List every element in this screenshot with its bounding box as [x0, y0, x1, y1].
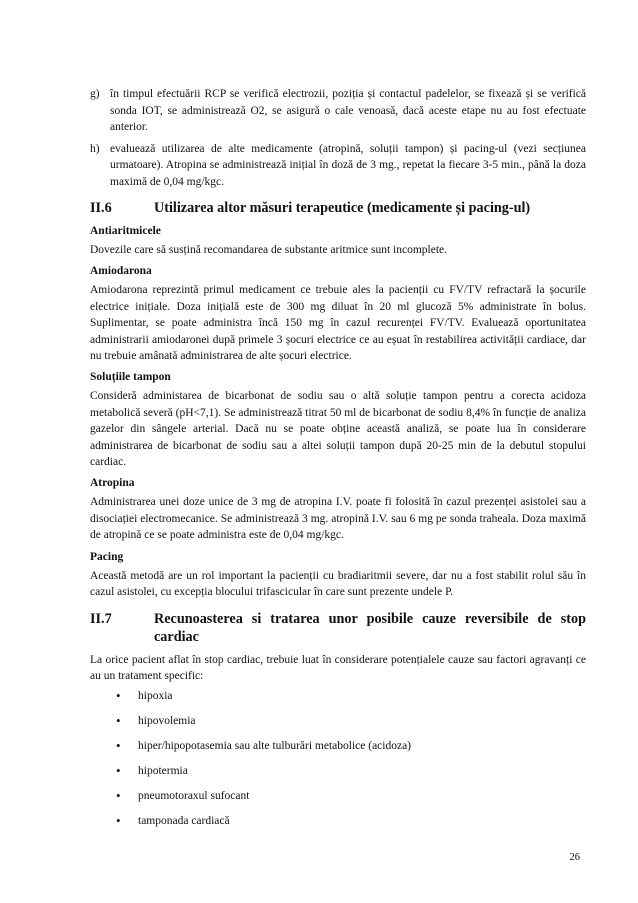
- list-item-text: tamponada cardiacă: [138, 815, 230, 828]
- item-label: g): [90, 88, 100, 100]
- section-title: Recunoasterea si tratarea unor posibile cauze reversibile de stop cardiac: [154, 610, 586, 645]
- causes-list: [90, 688, 586, 829]
- list-item-text: hipotermia: [138, 765, 188, 778]
- paragraph-atropina: Administrarea unei doze unice de 3 mg de atropina I.V. poate fi folosită în cazul prezenței asistolei sau a disociației electromecanice. Se administrează 3 mg. atropină I.V. sau 6 mg pe sonda traheala. Doza maximă de atropină ce se poate administra este de 0,04 mg/kgc.: [90, 496, 586, 542]
- subheading-solutiile-tampon: Soluțiile tampon: [90, 371, 171, 384]
- list-item-text: pneumotoraxul sufocant: [138, 790, 250, 803]
- list-item-g: [90, 86, 586, 136]
- list-item: [116, 788, 586, 804]
- list-item-text: hiper/hipopotasemia sau alte tulburări metabolice (acidoza): [138, 740, 412, 753]
- subheading-atropina: Atropina: [90, 477, 135, 490]
- bullet-icon: •: [116, 763, 121, 779]
- item-text: în timpul efectuării RCP se verifică electrozii, poziția și contactul padelelor, se fixează și se verifică sonda IOT, se administrează O2, se asigură o cale venoasă, dacă aceste etape nu au fost efectuate anterior.: [110, 88, 586, 133]
- subheading-pacing: Pacing: [90, 550, 124, 563]
- section-number: II.6: [90, 200, 112, 216]
- subheading-amiodarona: Amiodarona: [90, 265, 152, 278]
- section-number: II.7: [90, 610, 112, 627]
- list-item: [116, 713, 586, 729]
- list-item: [116, 738, 586, 754]
- bullet-icon: •: [116, 713, 121, 729]
- page-number: 26: [569, 852, 580, 863]
- paragraph-intro: La orice pacient aflat în stop cardiac, trebuie luat în considerare potențialele cauze sau factori agravanți ce au un tratament specific:: [90, 653, 586, 682]
- bullet-icon: •: [116, 788, 121, 804]
- paragraph-amiodarona: Amiodarona reprezintă primul medicament ce trebuie ales la pacienții cu FV/TV refractară la șocurile electrice inițiale. Doza inițială este de 300 mg diluat în 20 ml glucoză 5% administrate în bolus. Suplimentar, se poate administra încă 150 mg în cazul recurenței FV/TV. Evaluează oportunitatea administrarii amiodaronei după primele 3 șocuri electrice ce au eșuat în restabilirea activității cardiace, dar nu trebuie amânată administrarea de alte șocuri electrice.: [90, 284, 586, 363]
- list-item: [116, 813, 586, 829]
- bullet-icon: •: [116, 688, 121, 704]
- bullet-icon: •: [116, 813, 121, 829]
- section-heading-ii7: [90, 610, 586, 646]
- item-label: h): [90, 142, 100, 155]
- item-text: evaluează utilizarea de alte medicamente (atropină, soluții tampon) și pacing-ul (vezi secțiunea urmatoare). Atropina se administrează inițial în doză de 3 mg., repetat la fiecare 3-5 min., până la doza maximă de 0,04 mg/kgc.: [110, 142, 586, 188]
- list-item: [116, 763, 586, 779]
- subheading-antiaritmicele: Antiaritmicele: [90, 225, 161, 237]
- list-item-h: [90, 141, 586, 191]
- paragraph-solutiile-tampon: Consideră administarea de bicarbonat de sodiu sau o altă soluție tampon pentru a corecta acidoza metabolică severă (pH<7,1). Se administrează titrat 50 ml de bicarbonat de sodiu 8,4% în funcție de analiza gazelor din sângele arterial. Dacă nu se poate obține această analiză, se poate lua în considerare administrarea de bicarbonat de sodiu sau a altei soluții tampon după 20-25 min de la debutul stopului cardiac.: [90, 390, 586, 469]
- section-heading-ii6: [90, 199, 586, 217]
- list-item: [116, 688, 586, 704]
- paragraph-pacing: Această metodă are un rol important la pacienții cu bradiaritmii severe, dar nu a fost stabilit rolul său în cazul asistolei, cu excepția blocului trifascicular în care sunt prezente undele P.: [90, 569, 586, 599]
- list-item-text: hipovolemia: [138, 715, 196, 728]
- section-title: Utilizarea altor măsuri terapeutice (medicamente și pacing-ul): [154, 200, 531, 216]
- paragraph-antiaritmicele: Dovezile care să susțină recomandarea de substante aritmice sunt incomplete.: [90, 244, 447, 256]
- list-item-text: hipoxia: [138, 690, 173, 703]
- bullet-icon: •: [116, 738, 121, 754]
